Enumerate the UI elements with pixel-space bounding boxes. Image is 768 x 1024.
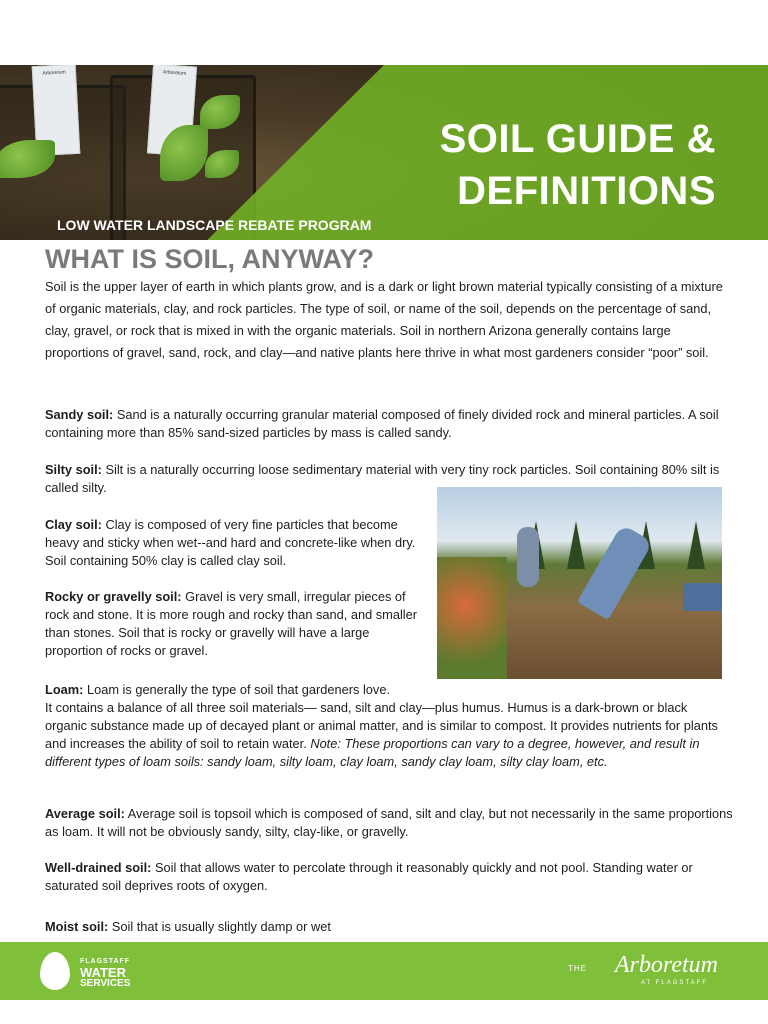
pine-tree-shape xyxy=(687,521,705,569)
definition-text: Silt is a naturally occurring loose sedimentary material with very tiny rock particles. Soil containing 80% silt is called silty. xyxy=(45,462,720,495)
banner-title-line2: DEFINITIONS xyxy=(457,169,716,213)
pine-tree-shape xyxy=(567,521,585,569)
definition-text: Gravel is very small, irregular pieces of rock and stone. It is more rough and rocky than sand, and smaller than stones. Soil that is rocky or gravelly will have a large proportion of rocks or gravel. xyxy=(45,589,418,658)
arboretum-logo-place: AT FLAGSTAFF xyxy=(640,980,708,986)
gardeners-photo xyxy=(437,487,722,679)
definition-term: Sandy soil: xyxy=(45,407,114,422)
definition-loam xyxy=(45,681,725,771)
definition-text: Clay is composed of very fine particles that become heavy and sticky when wet--and hard and concrete-like when dry. Soil containing 50% clay is called clay soil. xyxy=(45,517,416,568)
definition-text: Soil that is usually slightly damp or wet xyxy=(108,919,331,934)
arboretum-logo-name: Arboretum xyxy=(614,952,718,978)
definition-text: Sand is a naturally occurring granular material composed of finely divided rock and mineral particles. A soil containing more than 85% sand-sized particles by mass is called sandy. xyxy=(45,407,719,440)
header-banner xyxy=(0,65,768,240)
footer-bar xyxy=(0,942,768,1000)
definition-average xyxy=(45,805,735,841)
definition-term: Rocky or gravelly soil: xyxy=(45,589,182,604)
definition-term: Moist soil: xyxy=(45,919,109,934)
definition-clay xyxy=(45,516,435,570)
wheelbarrow-shape xyxy=(683,583,722,611)
flagstaff-water-services-logo xyxy=(40,948,150,994)
definition-term: Well-drained soil: xyxy=(45,860,152,875)
gardener-figure xyxy=(577,524,653,620)
banner-title xyxy=(356,113,716,217)
definition-well-drained xyxy=(45,859,725,895)
water-drop-icon xyxy=(40,952,70,990)
arboretum-logo-the: THE xyxy=(568,964,587,973)
plant-label-stake: Arboretum xyxy=(147,65,197,156)
water-logo-line2: WATER xyxy=(80,965,126,980)
definition-text: Average soil is topsoil which is composed of sand, silt and clay, but not necessarily in the same proportions as loam. It will not be obviously sandy, silty, clay-like, or gravelly. xyxy=(45,806,733,839)
arboretum-logo xyxy=(568,950,718,992)
definition-term: Silty soil: xyxy=(45,462,102,477)
definition-term: Clay soil: xyxy=(45,517,102,532)
definition-moist xyxy=(45,918,725,936)
definition-text-continued: It contains a balance of all three soil materials— sand, silt and clay—plus humus. Humus is a dark-brown or black organic substance made up of decayed plant or animal matter, and is similar to compost. It provides nutrients for plants and increases the ability of soil to retain water. xyxy=(45,700,718,751)
gardener-figure xyxy=(517,527,539,587)
water-logo-line3: SERVICES xyxy=(80,978,131,989)
definition-rocky xyxy=(45,588,430,660)
definition-text: Loam is generally the type of soil that gardeners love. xyxy=(83,682,390,697)
banner-subtitle: LOW WATER LANDSCAPE REBATE PROGRAM xyxy=(57,217,372,233)
definition-text: Soil that allows water to percolate through it reasonably quickly and not pool. Standing water or saturated soil deprives roots of oxygen. xyxy=(45,860,693,893)
page-title: WHAT IS SOIL, ANYWAY? xyxy=(45,244,375,274)
definition-term: Average soil: xyxy=(45,806,125,821)
definition-sandy xyxy=(45,406,725,442)
water-logo-line1: FLAGSTAFF xyxy=(80,958,131,965)
plant-label-stake: Arboretum xyxy=(32,65,81,156)
definition-note: Note: These proportions can vary to a degree, however, and result in different types of loam soils: sandy loam, silty loam, clay loam, sandy clay loam, silty clay loam, etc. xyxy=(45,736,700,769)
flower-bush xyxy=(437,557,507,679)
definition-term: Loam: xyxy=(45,682,84,697)
intro-paragraph: Soil is the upper layer of earth in which plants grow, and is a dark or light brown material typically consisting of a mixture of organic materials, clay, and rock particles. The type of soil, or name of the soil, depends on the percentage of sand, clay, gravel, or rock that is mixed in with the organic materials. Soil in northern Arizona generally contains large proportions of gravel, sand, rock, and clay—and native plants here thrive in what most gardeners consider “poor” soil. xyxy=(45,279,723,360)
banner-title-line1: SOIL GUIDE & xyxy=(439,117,716,161)
